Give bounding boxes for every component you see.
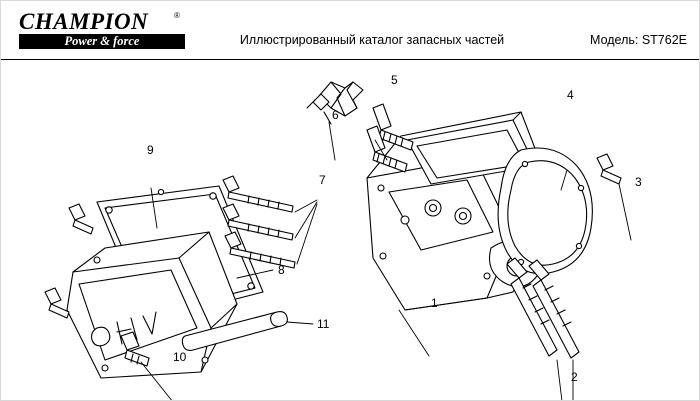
part-bolt-small-right xyxy=(597,154,621,184)
exploded-diagram xyxy=(1,60,699,400)
part-head-bolts-long xyxy=(507,258,579,358)
brand-registered-mark: ® xyxy=(174,11,180,20)
callout-11: 11 xyxy=(317,317,330,331)
callout-5: 5 xyxy=(391,73,398,87)
callout-7: 7 xyxy=(319,173,326,187)
callout-2: 2 xyxy=(571,370,578,384)
brand-logo xyxy=(19,9,194,53)
callout-6: 6 xyxy=(332,108,339,122)
page-title: Иллюстрированный каталог запасных частей xyxy=(239,33,505,47)
brand-name: CHAMPION xyxy=(19,9,149,34)
callout-1: 1 xyxy=(431,296,438,310)
page-header xyxy=(1,1,700,59)
part-head-gasket xyxy=(498,148,592,274)
callout-9: 9 xyxy=(147,143,154,157)
callout-3: 3 xyxy=(635,175,642,189)
part-cover-bolts xyxy=(223,176,295,268)
callout-10: 10 xyxy=(173,350,187,364)
callout-4: 4 xyxy=(567,88,574,102)
brand-tagline: Power & force xyxy=(64,34,140,48)
callout-8: 8 xyxy=(278,263,285,277)
model-label: Модель: ST762E xyxy=(590,33,687,47)
